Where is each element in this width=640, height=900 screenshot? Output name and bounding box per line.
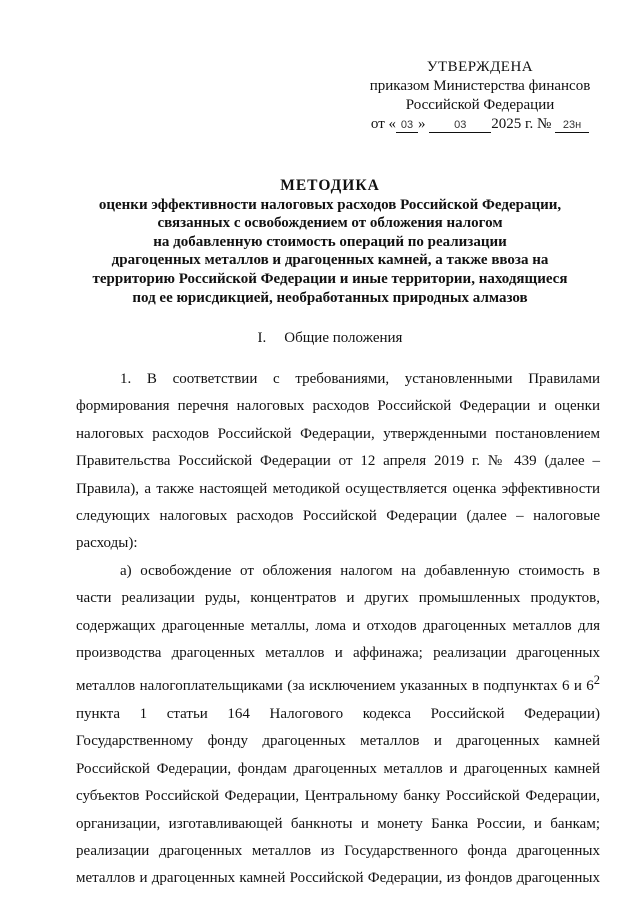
methodology-line: территорию Российской Федерации и иные территории, находящиеся bbox=[92, 270, 568, 287]
methodology-line: связанных с освобождением от обложения налогом bbox=[157, 215, 503, 232]
approval-line-2: Российской Федерации bbox=[405, 97, 555, 113]
date-day: 03 bbox=[396, 118, 418, 133]
date-prefix: от « bbox=[370, 116, 397, 132]
methodology-line: на добавленную стоимость операций по реализации bbox=[153, 233, 507, 250]
order-number: 23н bbox=[555, 118, 589, 133]
document-body bbox=[76, 366, 600, 893]
section-heading bbox=[70, 330, 590, 347]
approval-line-1: приказом Министерства финансов bbox=[369, 78, 591, 94]
methodology-title-block bbox=[70, 177, 590, 307]
paragraph-2 bbox=[76, 558, 600, 893]
section-title: Общие положения bbox=[284, 330, 403, 346]
methodology-line: под ее юрисдикцией, необработанных природных алмазов bbox=[132, 289, 528, 306]
methodology-line: оценки эффективности налоговых расходов Российской Федерации, bbox=[98, 196, 562, 213]
approval-title: УТВЕРЖДЕНА bbox=[426, 59, 534, 75]
methodology-heading: МЕТОДИКА bbox=[280, 177, 380, 194]
section-number: I. bbox=[257, 330, 267, 346]
date-year: 2025 г. № bbox=[491, 116, 552, 132]
date-close-quote: » bbox=[418, 116, 426, 132]
paragraph-1: 1. В соответствии с требованиями, установленными Правилами формирования перечня налоговых расходов Российской Федерации и оценки налоговых расходов Российской Федерации, утвержденными постановлением Правительства Российской Федерации от 12 апреля 2019 г. № 439 (далее – Правила), а также настоящей методикой осуществляется оценка эффективности следующих налоговых расходов Российской Федерации (далее – налоговые расходы): bbox=[76, 371, 600, 552]
approval-date-line bbox=[340, 115, 620, 134]
date-month: 03 bbox=[429, 118, 491, 133]
methodology-line: драгоценных металлов и драгоценных камней, а также ввоза на bbox=[111, 252, 549, 269]
paragraph-2-superscript: 2 bbox=[593, 673, 600, 688]
paragraph-2-part-a: а) освобождение от обложения налогом на добавленную стоимость в части реализации руды, концентратов и других промышленных продуктов, содержащих драгоценные металлы, лома и отходов драгоценных металлов для производства драгоценных металлов и аффинажа; реализации драгоценных металлов налогоплательщиками (за исключением указанных в подпунктах 6 и 6 bbox=[76, 562, 600, 695]
approval-stamp bbox=[340, 58, 620, 134]
paragraph-2-part-b: пункта 1 статьи 164 Налогового кодекса Российской Федерации) Государственному фонду драгоценных металлов и драгоценных камней Российской Федерации, фондам драгоценных металлов и драгоценных камней субъектов Российской Федерации, Центральному банку Российской Федерации, организации, изготавливающей банкноты и монету Банка России, и банкам; реализации драгоценных металлов из Государственного фонда драгоценных металлов и драгоценных камней Российской Федерации, из фондов драгоценных bbox=[76, 705, 600, 887]
